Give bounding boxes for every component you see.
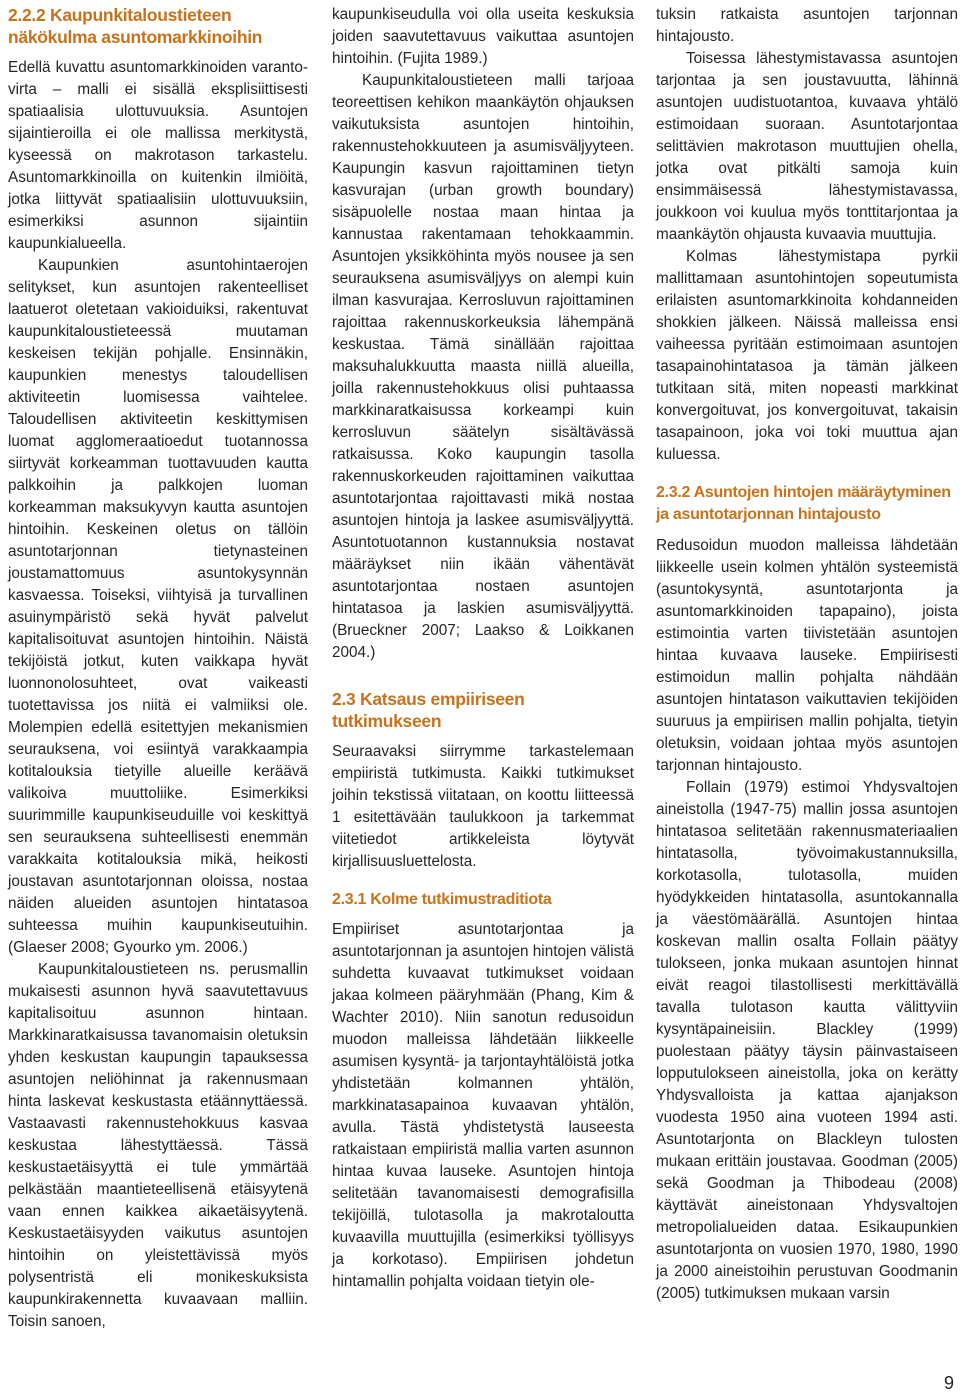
paragraph: Kolmas lähestymistapa pyrkii mallittamaan asuntohintojen sopeutumista erilaisten asuntomarkkinoita kohdanneiden shokkien jälkeen. Näissä malleissa ensi vaiheessa pyritään estimoimaan asuntojen tasapainohintatasoa ja tämän jälkeen tutkitaan sitä, miten nopeasti markkinat konvergoituvat, jos konvergoituvat, takaisin tasapainoon, joka voi toki muuttua ajan kuluessa.	[656, 248, 958, 463]
paragraph: tuksin ratkaista asuntojen tarjonnan hintajousto.	[656, 6, 958, 45]
section-heading-2-2-2: 2.2.2 Kaupunkitaloustieteen näkökulma asuntomarkkinoihin	[8, 5, 263, 47]
section-heading-2-3-1: 2.3.1 Kolme tutkimustraditiota	[332, 891, 552, 908]
paragraph: Seuraavaksi siirrymme tarkastelemaan empiiristä tutkimusta. Kaikki tutkimukset joihin tekstissä viitataan, on koottu liitteessä 1 esitettävään taulukkoon ja tarkemmat viitetiedot artikkeleista löytyvät kirjallisuusluettelosta.	[332, 743, 634, 870]
paragraph: kaupunkiseudulla voi olla useita keskuksia joiden saavutettavuus vaikuttaa asuntojen hintoihin. (Fujita 1989.)	[332, 6, 634, 67]
paragraph: Kaupunkitaloustieteen malli tarjoaa teoreettisen kehikon maankäytön ohjauksen vaikutuksista asuntojen hintoihin, rakennustehokkuuteen ja asumisväljyyteen. Kaupungin kasvun rajoittaminen tietyn kasvurajan (urban growth boundary) sisäpuolelle nostaa maan hintaa ja kannustaa rakentamaan tehokkaammin. Asuntojen yksikköhinta myös nousee ja sen seurauksena asumisväljyys on alempi kuin ilman kasvurajaa. Kerrosluvun rajoittaminen rajoittaa rakennuskorkeuksia lähempänä keskustaa. Tämä sinällään rajoittaa maksuhalukkuutta maasta niillä alueilla, joilla rakennustehokkuus olisi puhtaassa markkinaratkaisussa korkeampi kuin kerrosluvun säätelyn sisältävässä ratkaisussa. Koko kaupungin tasolla rakennuskorkeuden rajoittaminen vaikuttaa asuntotarjontaa rajoittavasti mikä nostaa asuntojen hintoja ja laskee asumisväljyyttä. Asuntotuotannon kustannuksia nostavat määräykset niin ikään vähentävät asuntotarjontaa nostaen asuntojen hintatasoa ja laskien asumisväljyyttä. (Brueckner 2007; Laakso & Loikkanen 2004.)	[332, 72, 634, 661]
paragraph: Toisessa lähestymistavassa asuntojen tarjontaa ja sen joustavuutta, lähinnä asuntojen uudistuotantoa, kuvaava yhtälö estimoidaan suoraan. Asuntotarjontaa selittävien makrotason muuttujien ohella, jotka ovat pitkälti samoja kuin ensimmäisessä lähestymistavassa, joukkoon voi kuulua myös tonttitarjontaa ja maankäytön ohjausta kuvaavia muuttujia.	[656, 50, 958, 243]
column-1	[8, 4, 308, 1333]
paragraph: Empiiriset asuntotarjontaa ja asuntotarjonnan ja asuntojen hintojen välistä suhdetta kuvaavat tutkimukset voidaan jakaa kolmeen pääryhmään (Phang, Kim & Wachter 2010). Niin sanotun redusoidun muodon malleissa lähdetään liikkeelle asumisen kysyntä- ja tarjontayhtälöistä jotka yhdistetään kolmannen yhtälön, markkinatasapainoa kuvaavan yhtälön, avulla. Tästä yhdistetystä lauseesta ratkaistaan empiiristä mallia varten asunnon hintaa kuvaa lauseke. Asuntojen hintoja selitetään tavanomaisesti demografisilla tekijöillä, tulotasolla ja makrotaloutta kuvaavilla muuttujilla (esimerkiksi työllisyys ja korkotaso). Empiirisen johdetun hintamallin pohjalta voidaan tietyin ole-	[332, 921, 634, 1290]
section-heading-2-3-2: 2.3.2 Asuntojen hintojen määräytyminen ja asuntotarjonnan hintajousto	[656, 484, 951, 523]
section-heading-2-3: 2.3 Katsaus empiiriseen tutkimukseen	[332, 689, 525, 731]
column-3	[656, 4, 958, 1305]
page-number: 9	[943, 1373, 954, 1393]
paragraph: Kaupunkien asuntohintaerojen selitykset, kun asuntojen rakenteelliset laatuerot oletetaan vakioiduiksi, rakentuvat kaupunkitaloustieteessä muutaman keskeisen tekijän pohjalle. Ensinnäkin, kaupunkien menestys taloudellisen aktiviteetin luomisessa vaihtelee. Taloudellisen aktiviteetin keskittymisen luomat agglomeraatioedut tuotannossa siirtyvät korkeamman tuottavuuden kautta palkkoihin ja palkkojen luoman korkeamman maksukyvyn kautta asuntojen hintoihin. Keskeinen oletus on tällöin asuntotarjonnan tietynasteinen joustamattomuus asuntokysynnän kasvaessa. Toiseksi, viihtyisä ja turvallinen asuinympäristö sekä hyvät palvelut kapitalisoituvat asuntojen hintoihin. Näistä tekijöistä jotkut, kuten vaikkapa hyvät luonnonolosuhteet, ovat vaikeasti tuotettavissa jos niitä ei valmiiksi ole. Molempien edellä esitettyjen mekanismien seurauksena, voi esiintyä varakkaampia kotitalouksia tietyille alueille keräävä valikoiva muuttoliike. Esimerkiksi suurimmille kaupunkiseuduille voi keskittyä sen seurauksena suhteellisesti enemmän varakkaita kotitalouksia mikä, heikosti joustavan asuntotarjonnan oloissa, nostaa näiden alueiden asuntojen hintatasoa suhteessa muihin kaupunkiseutuihin. (Glaeser 2008; Gyourko ym. 2006.)	[8, 257, 308, 956]
paragraph: Edellä kuvattu asuntomarkkinoiden varanto-virta – malli ei sisällä eksplisiittisesti spatiaalisia ulottuvuuksia. Asuntojen sijaintieroilla ei ole mallissa merkitystä, kyseessä on makrotason tarkastelu. Asuntomarkkinoilla on kuitenkin ilmiöitä, jotka liittyvät spatiaalisiin ulottuvuuksiin, esimerkiksi asunnon sijaintiin kaupunkialueella.	[8, 59, 308, 252]
paragraph: Kaupunkitaloustieteen ns. perusmallin mukaisesti asunnon hyvä saavutettavuus kapitalisoituu asunnon hintaan. Markkinaratkaisussa tavanomaisin oletuksin yhden keskustan kaupungin tapauksessa asuntojen neliöhinnat ja rakennusmaan hinta laskevat keskustasta etäännyttäessä. Vastaavasti rakennustehokkuus kasvaa keskustaa lähestyttäessä. Tässä keskustaetäisyyttä ei tule ymmärtää pelkästään maantieteellisenä etäisyytenä vaan ennen kaikkea aikaetäisyytenä. Keskustaetäisyyden vaikutus asuntojen hintoihin on yleistettävissä myös polysentristä eli monikeskuksista kaupunkirakennetta kuvaavaan malliin. Toisin sanoen,	[8, 961, 308, 1330]
paragraph: Redusoidun muodon malleissa lähdetään liikkeelle usein kolmen yhtälön systeemistä (asuntokysyntä, asuntotarjonta ja asuntomarkkinoiden tapapaino), joista estimointia varten tiivistetään asuntojen hintaa kuvaava lauseke. Empiirisesti estimoidun mallin pohjalta nähdään asuntojen hintatason vaikuttavien tekijöiden suuruus ja empiirisen mallin pohjalta, tietyin oletuksin, voidaan johtaa myös asuntojen tarjonnan hintajousto.	[656, 537, 958, 774]
column-2	[332, 4, 634, 1293]
paragraph: Follain (1979) estimoi Yhdysvaltojen aineistolla (1947-75) mallin jossa asuntojen hintatasoa selitetään rakennusmateriaalien hintatasolla, työvoimakustannuksilla, korkotasolla, tulotasolla, muiden hyödykkeiden hintatasolla, asuntokannalla ja väestömäärällä. Asuntojen hintaa koskevan mallin osalta Follain päätyy tulokseen, jonka mukaan asuntojen hinnat eivät reagoi tilastollisesti merkittävällä tavalla tulotason kautta välittyviin kysyntäpaineisiin. Blackley (1999) puolestaan päätyy täysin päinvastaiseen lopputulokseen aineistolla, joka on kerätty Yhdysvalloista ja kattaa ajanjakson vuodesta 1950 aina vuoteen 1994 asti. Asuntotarjonta on Blackleyn tulosten mukaan erittäin joustavaa. Goodman (2005) sekä Goodman ja Thibodeau (2008) käyttävät aineistonaan Yhdysvaltojen metropolialueiden dataa. Esikaupunkien asuntotarjonta on vuosien 1970, 1980, 1990 ja 2000 aineistoihin perustuvan Goodmanin (2005) tutkimuksen mukaan varsin	[656, 779, 958, 1302]
